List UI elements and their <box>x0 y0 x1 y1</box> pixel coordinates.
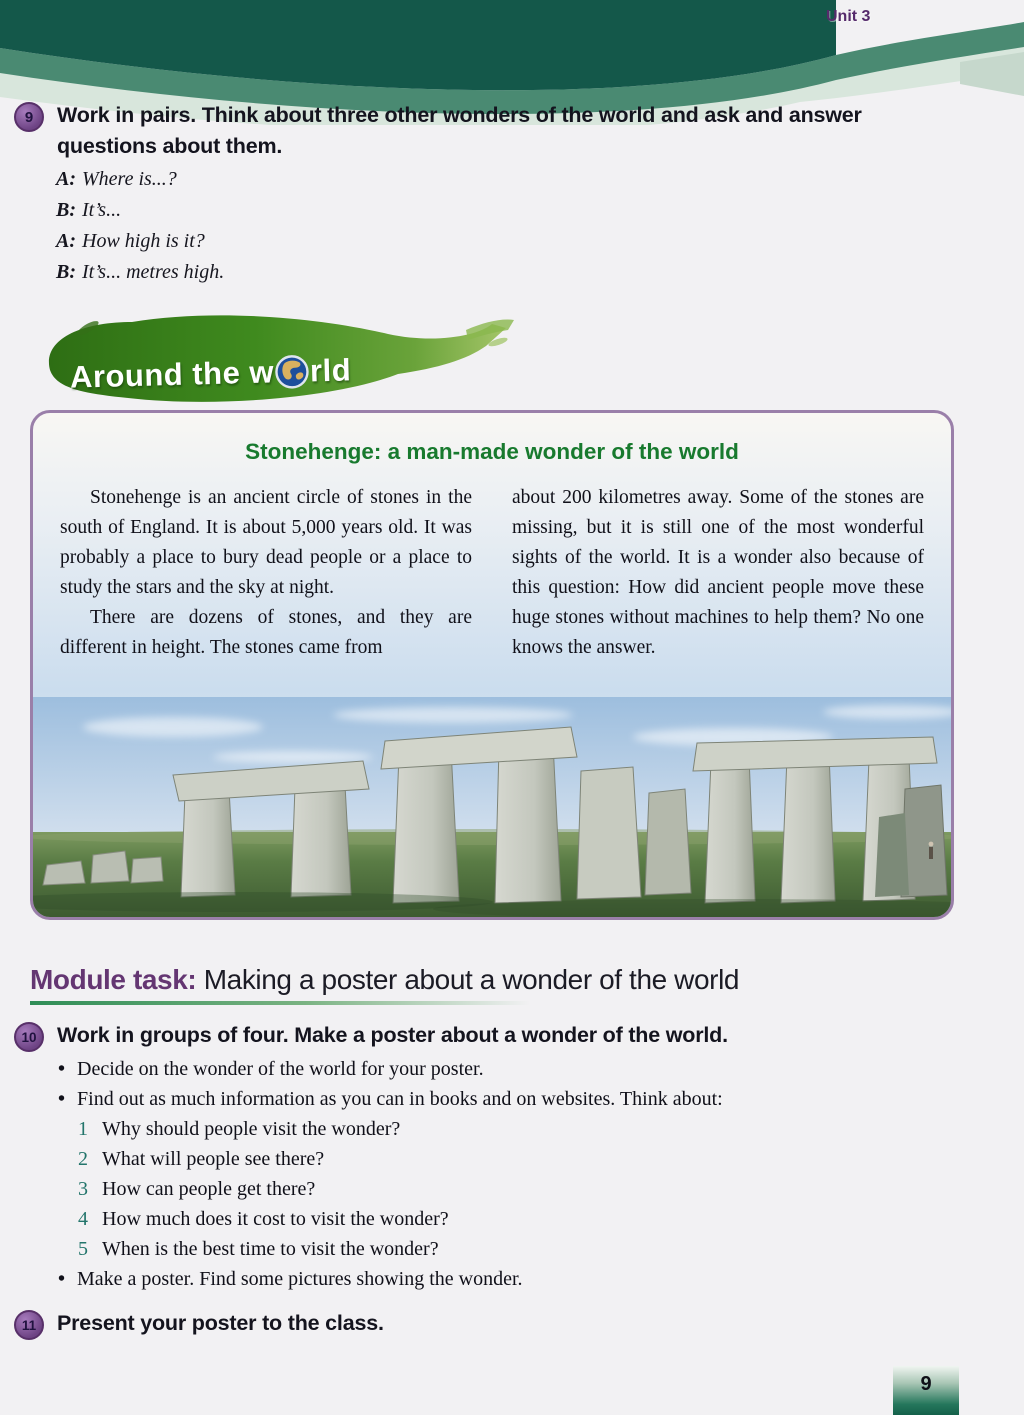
unit-label: Unit 3 <box>826 8 871 25</box>
bullet-item <box>58 1054 948 1084</box>
question-number: 3 <box>78 1178 88 1200</box>
reading-title: Stonehenge: a man-made wonder of the world <box>245 439 739 464</box>
question-item <box>78 1204 948 1234</box>
dialogue-text: It’s... metres high. <box>82 261 225 283</box>
bullet-text: • Decide on the wonder of the world for your poster. <box>77 1058 484 1080</box>
question-text: When is the best time to visit the wonder? <box>102 1238 439 1260</box>
around-the-world-banner <box>36 308 516 418</box>
reading-paragraph: Stonehenge is an ancient circle of stones in the south of England. It is about 5,000 years old. It was probably a place to bury dead people or a place to study the stars and the sky at night. <box>60 487 472 598</box>
question-item <box>78 1114 948 1144</box>
person-figure <box>929 842 934 859</box>
question-number: 2 <box>78 1148 88 1170</box>
reading-paragraph: about 200 kilometres away. Some of the stones are missing, but it is still one of the most wonderful sights of the world. It is a wonder also because of this question: How did ancient people move these huge stones without machines to help them? No one knows the answer. <box>512 487 924 658</box>
module-task-title: Making a poster about a wonder of the world <box>196 964 740 995</box>
question-number: 1 <box>78 1118 88 1140</box>
banner-text-suffix: rld <box>309 352 352 389</box>
reading-box <box>30 410 954 920</box>
around-the-world-title <box>70 352 352 395</box>
reading-paragraph: There are dozens of stones, and they are different in height. The stones came from <box>60 607 472 658</box>
bullet-text: • Make a poster. Find some pictures showing the wonder. <box>77 1268 523 1290</box>
activity-10-badge: 10 <box>14 1022 44 1052</box>
dialogue-line <box>56 164 224 195</box>
question-number: 5 <box>78 1238 88 1260</box>
stonehenge-photo <box>33 697 951 917</box>
speaker-label: B: <box>56 199 76 221</box>
question-text: Why should people visit the wonder? <box>102 1118 401 1140</box>
activity-9-badge: 9 <box>14 102 44 132</box>
activity-11 <box>14 1308 384 1340</box>
activity-9 <box>14 100 967 161</box>
question-text: How can people get there? <box>102 1178 316 1200</box>
speaker-label: A: <box>56 168 76 190</box>
question-item <box>78 1234 948 1264</box>
reading-column-left <box>60 483 472 663</box>
activity-11-title: Present your poster to the class. <box>57 1311 384 1335</box>
dialogue-line <box>56 257 224 288</box>
reading-columns <box>33 479 951 663</box>
page-number: 9 <box>920 1373 932 1395</box>
reading-column-right <box>512 483 924 663</box>
question-item <box>78 1174 948 1204</box>
dialogue-line <box>56 226 224 257</box>
dialogue-text: How high is it? <box>82 230 205 252</box>
activity-9-title: Work in pairs. Think about three other wonders of the world and ask and answer questions about them. <box>57 103 862 158</box>
speaker-label: A: <box>56 230 76 252</box>
speaker-label: B: <box>56 261 76 283</box>
globe-icon <box>275 354 310 389</box>
activity-10 <box>14 1020 728 1052</box>
bullet-item <box>58 1084 948 1114</box>
dialogue-model <box>56 164 224 288</box>
activity-10-list <box>58 1054 948 1294</box>
module-task-label: Module task: <box>30 964 197 995</box>
activity-10-title: Work in groups of four. Make a poster about a wonder of the world. <box>57 1023 728 1047</box>
dialogue-line <box>56 195 224 226</box>
question-text: How much does it cost to visit the wonder? <box>102 1208 449 1230</box>
question-item <box>78 1144 948 1174</box>
dialogue-text: It’s... <box>82 199 122 221</box>
banner-text-prefix: Around the w <box>69 354 275 395</box>
module-task-underline <box>30 1001 530 1005</box>
question-number: 4 <box>78 1208 88 1230</box>
activity-11-badge: 11 <box>14 1310 44 1340</box>
page-number-tab <box>893 1366 959 1415</box>
question-text: What will people see there? <box>102 1148 325 1170</box>
bullet-text: • Find out as much information as you can in books and on websites. Think about: <box>77 1088 723 1110</box>
dialogue-text: Where is...? <box>82 168 177 190</box>
module-task-heading <box>30 964 970 996</box>
bullet-item <box>58 1264 948 1294</box>
